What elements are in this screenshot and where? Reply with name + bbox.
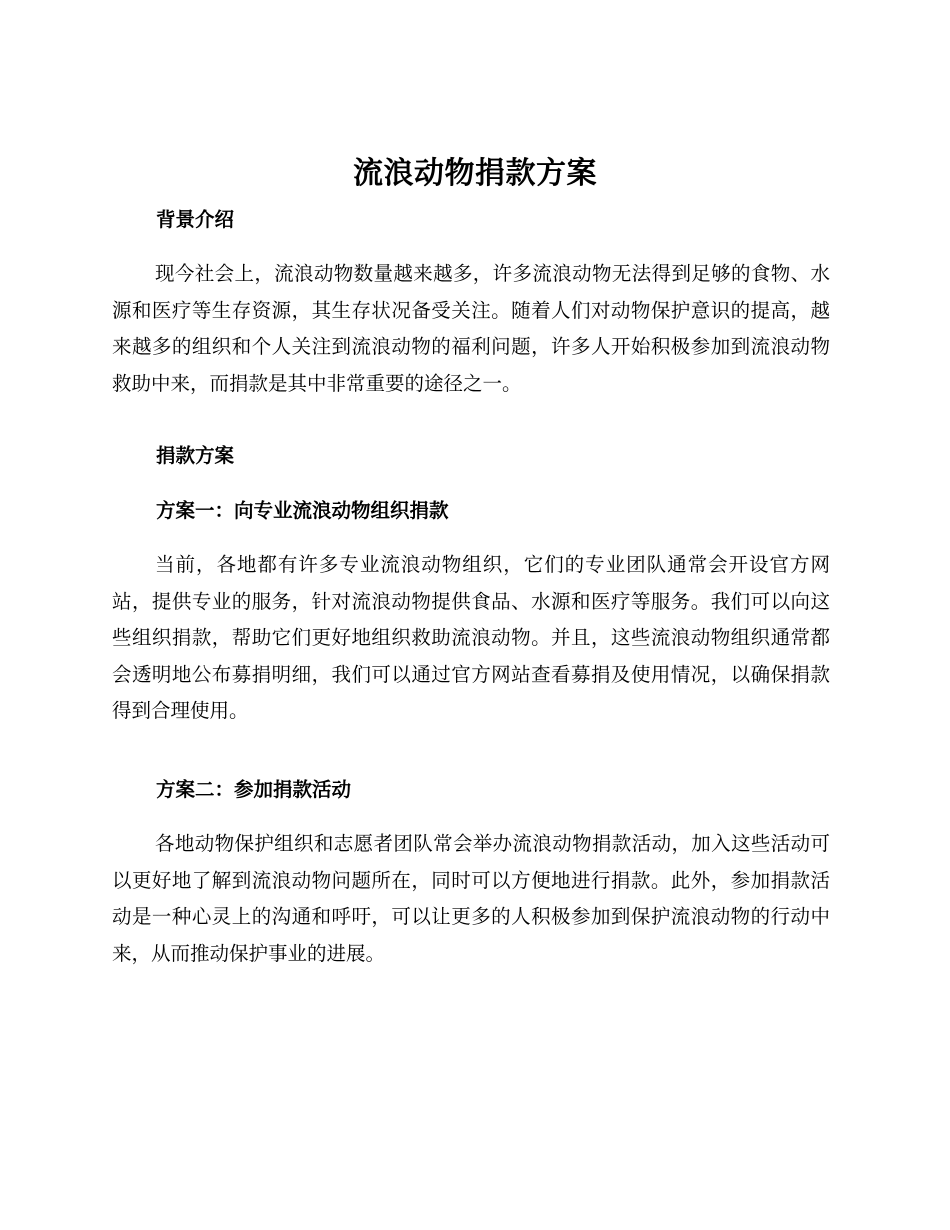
section-heading-background: 背景介绍: [156, 208, 235, 231]
section-heading-donation-plan: 捐款方案: [156, 444, 235, 467]
paragraph-plan-two: 各地动物保护组织和志愿者团队常会举办流浪动物捐款活动，加入这些活动可以更好地了解到流浪动物问题所在，同时可以方便地进行捐款。此外，参加捐款活动是一种心灵上的沟通和呼吁，可以让更多的人积极参加到保护流浪动物的行动中来，从而推动保护事业的进展。: [112, 832, 830, 965]
paragraph-plan-one: 当前，各地都有许多专业流浪动物组织，它们的专业团队通常会开设官方网站，提供专业的服务，针对流浪动物提供食品、水源和医疗等服务。我们可以向这些组织捐款，帮助它们更好地组织救助流浪动物。并且，这些流浪动物组织通常都会透明地公布募捐明细，我们可以通过官方网站查看募捐及使用情况，以确保捐款得到合理使用。: [112, 553, 830, 722]
document-title: 流浪动物捐款方案: [353, 156, 597, 191]
paragraph-background: 现今社会上，流浪动物数量越来越多，许多流浪动物无法得到足够的食物、水源和医疗等生存资源，其生存状况备受关注。随着人们对动物保护意识的提高，越来越多的组织和个人关注到流浪动物的福利问题，许多人开始积极参加到流浪动物救助中来，而捐款是其中非常重要的途径之一。: [112, 262, 830, 395]
section-heading-plan-one: 方案一：向专业流浪动物组织捐款: [156, 499, 449, 522]
section-heading-plan-two: 方案二：参加捐款活动: [156, 778, 352, 801]
